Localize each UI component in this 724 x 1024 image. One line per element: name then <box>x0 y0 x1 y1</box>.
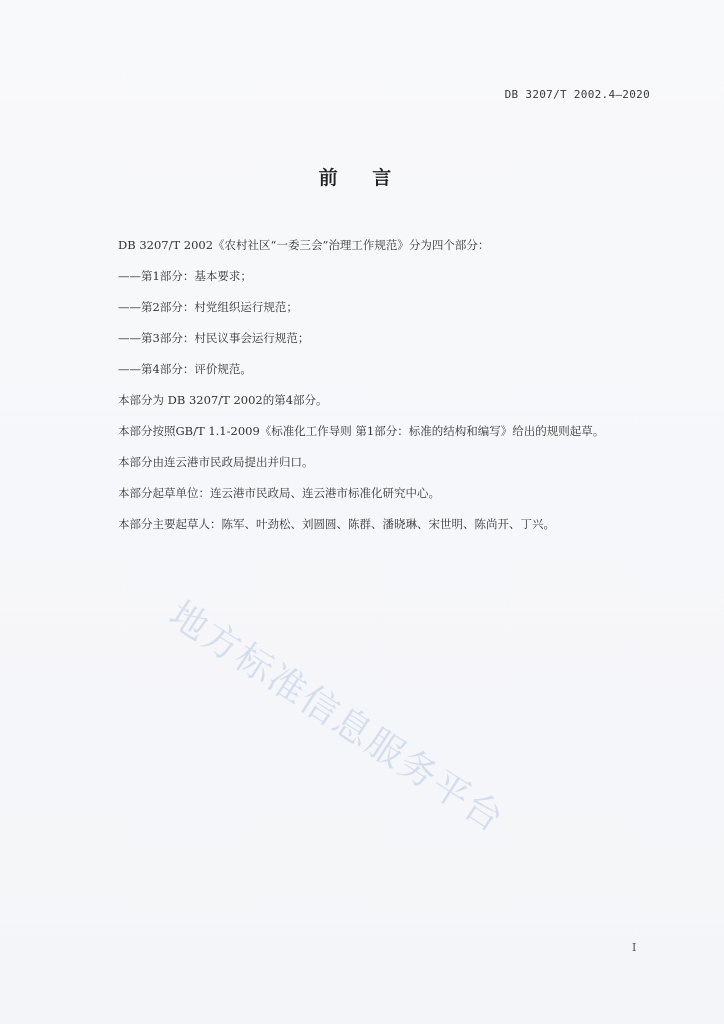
page-title: 前 言 <box>318 167 406 189</box>
watermark-text: 地方标准信息服务平台 <box>161 592 513 842</box>
paragraph-parts-intro: DB 3207/T 2002《农村社区“一委三会”治理工作规范》分为四个部分： <box>118 238 490 252</box>
paragraph-proposer: 本部分由连云港市民政局提出并归口。 <box>118 455 314 469</box>
page-number: I <box>632 941 637 954</box>
list-item-part-4: ——第4部分：评价规范。 <box>118 362 252 376</box>
paragraph-drafters: 本部分主要起草人：陈军、叶劲松、刘圆圆、陈群、潘晓琳、宋世明、陈尚开、丁兴。 <box>118 517 555 531</box>
document-code: DB 3207/T 2002.4—2020 <box>504 88 650 101</box>
list-item-part-1: ——第1部分：基本要求； <box>118 269 252 283</box>
list-item-part-2: ——第2部分：村党组织运行规范； <box>118 300 298 314</box>
paragraph-drafting-rules: 本部分按照GB/T 1.1-2009《标准化工作导则 第1部分：标准的结构和编写》给出的规则起草。 <box>118 424 605 438</box>
paragraph-this-part: 本部分为 DB 3207/T 2002的第4部分。 <box>118 393 328 407</box>
foreword-body <box>118 238 678 548</box>
paragraph-drafting-units: 本部分起草单位：连云港市民政局、连云港市标准化研究中心。 <box>118 486 440 500</box>
list-item-part-3: ——第3部分：村民议事会运行规范； <box>118 331 310 345</box>
